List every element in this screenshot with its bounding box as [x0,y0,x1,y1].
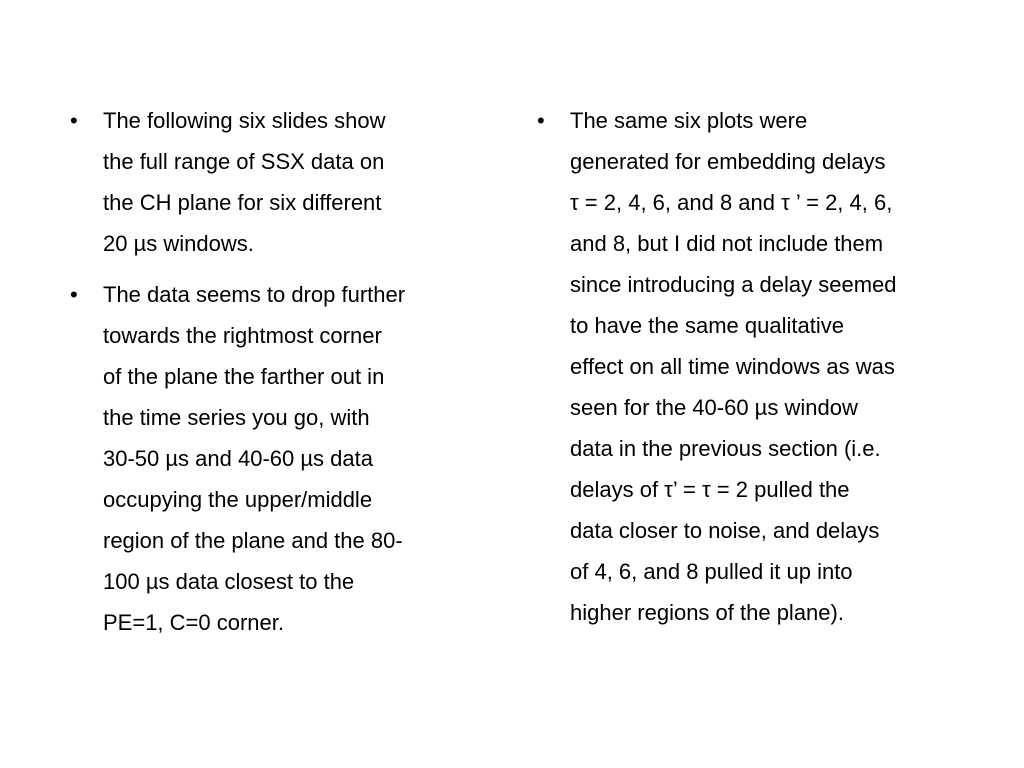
text-line: seen for the 40-60 µs window [570,395,858,420]
text-line: of 4, 6, and 8 pulled it up into [570,559,853,584]
text-line: to have the same qualitative [570,313,844,338]
text-line: higher regions of the plane). [570,600,844,625]
bullet-item [537,100,967,633]
text-line: effect on all time windows as was [570,354,895,379]
text-line: occupying the upper/middle [103,487,373,512]
text-line: 20 µs windows. [103,231,254,256]
right-text-column [537,100,967,643]
text-line: data in the previous section (i.e. [570,436,881,461]
text-line: delays of τ’ = τ = 2 pulled the [570,477,850,502]
left-text-column [70,100,470,653]
text-line: of the plane the farther out in [103,364,385,389]
text-line: the full range of SSX data on [103,149,385,174]
bullet-icon: • [70,108,78,133]
bullet-icon: • [537,108,545,133]
text-line: generated for embedding delays [570,149,886,174]
text-line: The same six plots were [570,108,808,133]
text-line: towards the rightmost corner [103,323,382,348]
text-line: since introducing a delay seemed [570,272,897,297]
text-line: τ = 2, 4, 6, and 8 and τ ’ = 2, 4, 6, [570,190,893,215]
text-line: The data seems to drop further [103,282,406,307]
text-line: The following six slides show [103,108,386,133]
bullet-item [70,100,470,264]
text-line: 30-50 µs and 40-60 µs data [103,446,373,471]
text-line: 100 µs data closest to the [103,569,355,594]
text-line: and 8, but I did not include them [570,231,884,256]
text-line: region of the plane and the 80- [103,528,403,553]
bullet-icon: • [70,282,78,307]
text-line: the time series you go, with [103,405,370,430]
text-line: the CH plane for six different [103,190,382,215]
bullet-item [70,274,470,643]
text-line: data closer to noise, and delays [570,518,880,543]
text-line: PE=1, C=0 corner. [103,610,284,635]
